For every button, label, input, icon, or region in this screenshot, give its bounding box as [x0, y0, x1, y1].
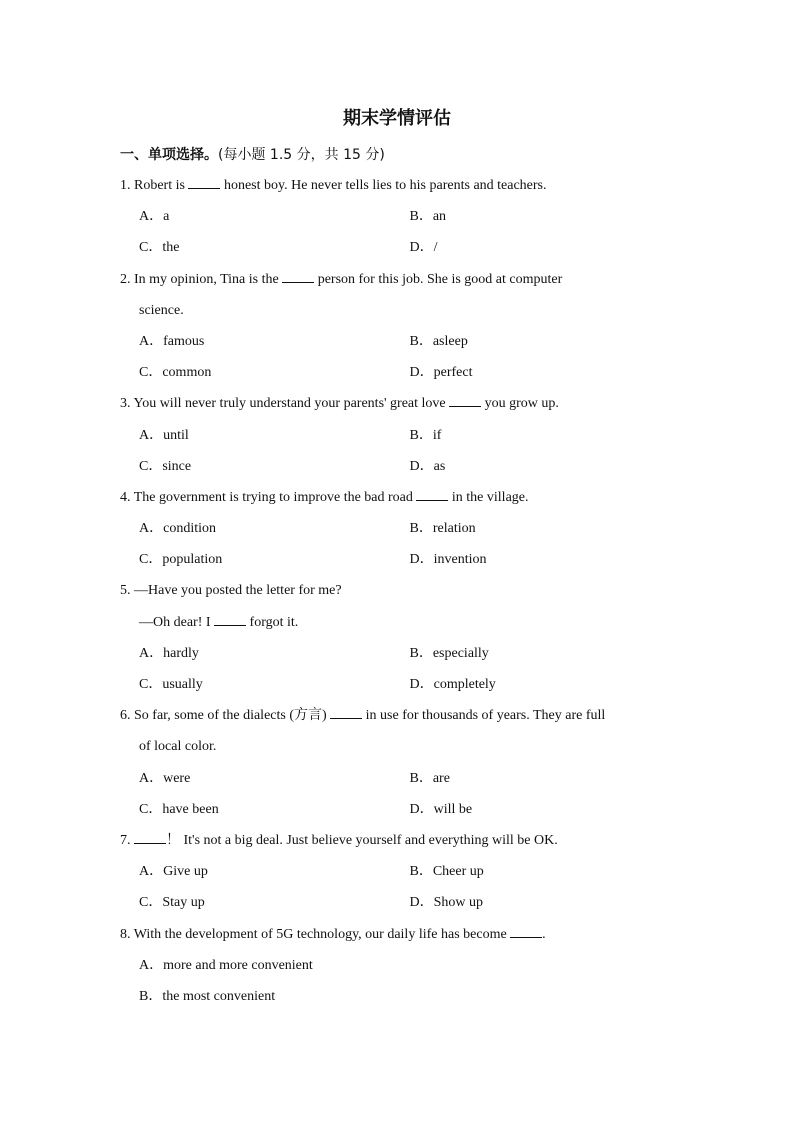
- question-stem: [120, 482, 680, 513]
- option-b[interactable]: B．if: [409, 427, 442, 443]
- option-a[interactable]: A．until: [139, 427, 189, 443]
- option-a[interactable]: A．hardly: [139, 645, 199, 661]
- options-row: [120, 326, 680, 357]
- option-c[interactable]: C．Stay up: [139, 895, 205, 911]
- option-d[interactable]: D．perfect: [409, 365, 473, 381]
- answer-blank: [188, 175, 220, 189]
- options-row: [120, 763, 680, 794]
- question-stem: [120, 700, 680, 731]
- option-a[interactable]: A．Give up: [139, 864, 208, 880]
- section-title: 一、单项选择。: [120, 147, 218, 163]
- option-c[interactable]: C．population: [139, 552, 223, 568]
- stem-text: .: [542, 926, 546, 942]
- question-stem: [120, 170, 680, 201]
- page-title: 期末学情评估: [343, 108, 451, 129]
- question-stem: [120, 264, 680, 295]
- stem-text: you grow up.: [481, 396, 559, 412]
- option-b[interactable]: B．asleep: [409, 333, 468, 349]
- question-stem-continued: of local color.: [139, 739, 217, 755]
- question-6: [120, 700, 680, 825]
- options-row: [120, 451, 680, 482]
- option-d[interactable]: D．as: [409, 458, 446, 474]
- question-stem: 5. —Have you posted the letter for me?: [120, 583, 342, 599]
- options-row: [120, 232, 680, 263]
- question-stem-continued: science.: [139, 302, 184, 318]
- stem-text: 6. So far, some of the dialects (方言): [120, 708, 331, 724]
- option-b[interactable]: B．are: [409, 770, 450, 786]
- section-heading: [120, 144, 385, 164]
- stem-text: forgot it.: [246, 614, 299, 630]
- option-b[interactable]: B．the most convenient: [139, 988, 276, 1004]
- option-d[interactable]: D．completely: [409, 677, 496, 692]
- option-c[interactable]: C．have been: [139, 801, 219, 817]
- option-c[interactable]: C．since: [139, 458, 192, 474]
- option-d[interactable]: D．Show up: [409, 895, 484, 911]
- answer-blank: [214, 612, 246, 626]
- option-a[interactable]: A．a: [139, 209, 170, 225]
- option-d[interactable]: D．will be: [409, 801, 473, 817]
- options-row: [120, 544, 680, 575]
- answer-blank: [449, 393, 481, 407]
- options-row: [120, 669, 680, 700]
- options-row: [120, 201, 680, 232]
- stem-text: 3. You will never truly understand your parents' great love: [120, 396, 450, 412]
- stem-text: in the village.: [448, 489, 529, 505]
- options-row: [120, 638, 680, 669]
- stem-text: in use for thousands of years. They are full: [362, 708, 606, 724]
- question-4: [120, 482, 680, 576]
- stem-text: 1. Robert is: [120, 178, 189, 193]
- question-stem: [120, 825, 680, 856]
- options-row: [120, 856, 680, 887]
- option-d[interactable]: D．invention: [409, 552, 487, 568]
- option-b[interactable]: B．especially: [409, 645, 489, 661]
- answer-blank: [134, 830, 166, 844]
- question-stem: [120, 388, 680, 419]
- stem-text: honest boy. He never tells lies to his parents and teachers.: [220, 178, 547, 193]
- option-c[interactable]: C．the: [139, 240, 180, 256]
- stem-text: person for this job. She is good at computer: [314, 271, 563, 287]
- option-a[interactable]: A．condition: [139, 521, 216, 537]
- options-row: [120, 420, 680, 451]
- option-c[interactable]: C．common: [139, 365, 212, 381]
- stem-text: 7.: [120, 832, 134, 848]
- option-d[interactable]: D．/: [409, 240, 438, 256]
- options-row: [120, 887, 680, 918]
- option-b[interactable]: B．relation: [409, 521, 476, 537]
- question-list: [120, 170, 680, 1012]
- options-row: [120, 357, 680, 388]
- stem-text: —Oh dear! I: [139, 614, 215, 630]
- question-7: [120, 825, 680, 919]
- stem-text: 2. In my opinion, Tina is the: [120, 271, 283, 287]
- option-c[interactable]: C．usually: [139, 677, 203, 692]
- question-1: [120, 170, 680, 264]
- stem-text: 4. The government is trying to improve the bad road: [120, 489, 417, 505]
- option-a[interactable]: A．were: [139, 770, 191, 786]
- question-stem: [120, 919, 680, 950]
- answer-blank: [416, 487, 448, 501]
- answer-blank: [510, 924, 542, 938]
- section-scoring-note: (每小题 1.5 分，共 15 分): [218, 147, 385, 163]
- question-2: [120, 264, 680, 389]
- option-a[interactable]: A．more and more convenient: [139, 957, 313, 973]
- options-row: [120, 794, 680, 825]
- stem-text: ！ It's not a big deal. Just believe yourself and everything will be OK.: [166, 832, 558, 848]
- question-3: [120, 388, 680, 482]
- question-8: [120, 919, 680, 1013]
- question-5: [120, 575, 680, 700]
- option-b[interactable]: B．Cheer up: [409, 864, 484, 880]
- question-stem-continued: [120, 607, 680, 638]
- answer-blank: [330, 705, 362, 719]
- option-a[interactable]: A．famous: [139, 333, 205, 349]
- option-b[interactable]: B．an: [409, 209, 447, 225]
- options-row: [120, 513, 680, 544]
- stem-text: 8. With the development of 5G technology, our daily life has become: [120, 926, 511, 942]
- answer-blank: [282, 269, 314, 283]
